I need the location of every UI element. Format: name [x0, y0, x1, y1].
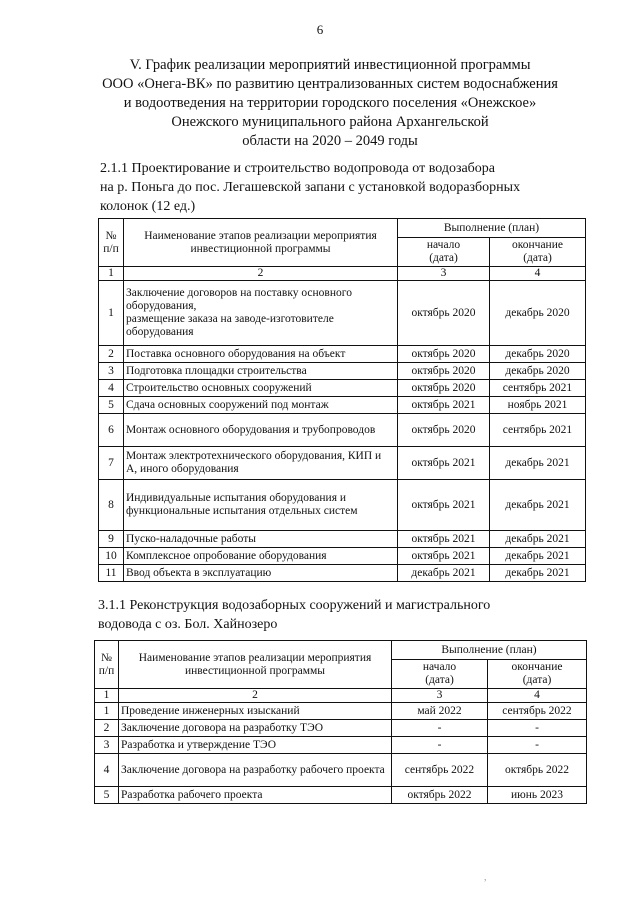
- row-number: 9: [99, 531, 124, 548]
- row-stage-name: Строительство основных сооружений: [124, 380, 398, 397]
- row-start-date: май 2022: [392, 703, 488, 720]
- row-stage-name: Монтаж электротехнического оборудования, КИП и А, иного оборудования: [124, 447, 398, 480]
- row-end-date: октябрь 2022: [488, 754, 587, 787]
- title-line: V. График реализации мероприятий инвестиционной программы: [129, 57, 531, 73]
- column-index: 1: [99, 267, 124, 281]
- title-line: ООО «Онега-ВК» по развитию централизованных систем водоснабжения: [102, 76, 558, 92]
- row-stage-name: Индивидуальные испытания оборудования и функциональные испытания отдельных систем: [124, 480, 398, 531]
- column-index: 3: [392, 689, 488, 703]
- section1-heading: [100, 159, 600, 216]
- row-end-date: сентябрь 2022: [488, 703, 587, 720]
- table-row: [99, 397, 586, 414]
- header-number: [99, 219, 124, 267]
- row-number: 5: [99, 397, 124, 414]
- row-start-date: сентябрь 2022: [392, 754, 488, 787]
- row-start-date: декабрь 2021: [398, 565, 490, 582]
- row-number: 2: [99, 346, 124, 363]
- row-start-date: октябрь 2022: [392, 787, 488, 804]
- row-stage-name: Пуско-наладочные работы: [124, 531, 398, 548]
- row-stage-name: Заключение договоров на поставку основного оборудования, размещение заказа на заводе-изготовителе оборудования: [124, 281, 398, 346]
- column-index: 4: [490, 267, 586, 281]
- column-index: 3: [398, 267, 490, 281]
- row-end-date: декабрь 2021: [490, 447, 586, 480]
- row-end-date: декабрь 2020: [490, 363, 586, 380]
- table-row: [99, 281, 586, 346]
- header-start-line: начало: [422, 661, 457, 673]
- page-number: 6: [316, 22, 324, 37]
- header-start-line: (дата): [425, 674, 454, 686]
- header-end: [488, 660, 587, 689]
- header-start: [392, 660, 488, 689]
- row-number: 1: [95, 703, 119, 720]
- table-row: [95, 720, 587, 737]
- row-stage-name: Заключение договора на разработку рабочего проекта: [119, 754, 392, 787]
- row-end-date: декабрь 2020: [490, 346, 586, 363]
- header-number-line: №: [101, 651, 112, 664]
- row-number: 2: [95, 720, 119, 737]
- table-row: [99, 548, 586, 565]
- table-row: [95, 754, 587, 787]
- section2-heading-line: водовода с оз. Бол. Хайнозеро: [98, 617, 278, 632]
- row-stage-name: Заключение договора на разработку ТЭО: [119, 720, 392, 737]
- header-end-line: (дата): [522, 674, 552, 686]
- table-row: [99, 565, 586, 582]
- column-index: 1: [95, 689, 119, 703]
- header-start-line: начало: [426, 239, 461, 251]
- row-start-date: октябрь 2021: [398, 480, 490, 531]
- row-number: 3: [95, 737, 119, 754]
- header-number-line: п/п: [103, 242, 119, 255]
- row-start-date: октябрь 2021: [398, 397, 490, 414]
- header-number-line: п/п: [98, 664, 115, 677]
- header-end: [490, 238, 586, 267]
- row-end-date: сентябрь 2021: [490, 414, 586, 447]
- row-stage-name: Проведение инженерных изысканий: [119, 703, 392, 720]
- row-number: 3: [99, 363, 124, 380]
- row-end-date: декабрь 2020: [490, 281, 586, 346]
- row-stage-name: Поставка основного оборудования на объект: [124, 346, 398, 363]
- row-start-date: октябрь 2020: [398, 346, 490, 363]
- header-end-line: (дата): [523, 252, 552, 264]
- row-end-date: декабрь 2021: [490, 480, 586, 531]
- section1-heading-line: колонок (12 ед.): [100, 199, 196, 214]
- row-number: 1: [99, 281, 124, 346]
- title-line: области на 2020 – 2049 годы: [242, 133, 418, 149]
- document-title: [60, 56, 600, 151]
- row-number: 5: [95, 787, 119, 804]
- row-stage-name: Комплексное опробование оборудования: [124, 548, 398, 565]
- row-stage-name: Разработка рабочего проекта: [119, 787, 392, 804]
- row-start-date: октябрь 2020: [398, 380, 490, 397]
- header-stage-name: Наименование этапов реализации мероприятия инвестиционной программы: [119, 641, 392, 689]
- row-start-date: октябрь 2021: [398, 548, 490, 565]
- row-stage-name: Сдача основных сооружений под монтаж: [124, 397, 398, 414]
- table-row: [99, 531, 586, 548]
- header-end-line: окончание: [512, 239, 563, 251]
- header-execution: Выполнение (план): [392, 641, 587, 660]
- table-row: [99, 447, 586, 480]
- row-number: 4: [99, 380, 124, 397]
- row-start-date: октябрь 2021: [398, 531, 490, 548]
- row-number: 10: [99, 548, 124, 565]
- header-end-line: окончание: [511, 661, 563, 673]
- table-row: [95, 703, 587, 720]
- schedule-table-2: [94, 640, 587, 804]
- row-end-date: -: [488, 737, 587, 754]
- row-stage-name: Ввод объекта в эксплуатацию: [124, 565, 398, 582]
- header-stage-name: Наименование этапов реализации мероприятия инвестиционной программы: [124, 219, 398, 267]
- row-stage-name: Подготовка площадки строительства: [124, 363, 398, 380]
- section1-heading-line: на р. Поньга до пос. Легашевской запани с установкой водоразборных: [100, 180, 521, 195]
- row-end-date: -: [488, 720, 587, 737]
- row-number: 7: [99, 447, 124, 480]
- title-line: Онежского муниципального района Архангельской: [171, 114, 489, 130]
- row-start-date: октябрь 2021: [398, 447, 490, 480]
- row-start-date: октябрь 2020: [398, 363, 490, 380]
- table-row: [99, 363, 586, 380]
- header-execution: Выполнение (план): [398, 219, 586, 238]
- row-stage-name: Разработка и утверждение ТЭО: [119, 737, 392, 754]
- header-number-line: №: [105, 229, 117, 242]
- schedule-table-1: [98, 218, 586, 582]
- row-start-date: -: [392, 737, 488, 754]
- row-end-date: июнь 2023: [488, 787, 587, 804]
- row-end-date: ноябрь 2021: [490, 397, 586, 414]
- row-number: 4: [95, 754, 119, 787]
- row-stage-name: Монтаж основного оборудования и трубопроводов: [124, 414, 398, 447]
- table-row: [95, 737, 587, 754]
- row-number: 6: [99, 414, 124, 447]
- section1-heading-line: 2.1.1 Проектирование и строительство водопровода от водозабора: [100, 161, 496, 176]
- table-row: [99, 346, 586, 363]
- row-number: 11: [99, 565, 124, 582]
- column-index: 4: [488, 689, 587, 703]
- header-number: [95, 641, 119, 689]
- title-line: и водоотведения на территории городского поселения «Онежское»: [123, 95, 537, 111]
- table-row: [99, 480, 586, 531]
- section2-heading: [98, 596, 598, 634]
- section2-heading-line: 3.1.1 Реконструкция водозаборных сооружений и магистрального: [98, 598, 491, 613]
- row-start-date: -: [392, 720, 488, 737]
- row-end-date: сентябрь 2021: [490, 380, 586, 397]
- column-index: 2: [119, 689, 392, 703]
- column-index: 2: [124, 267, 398, 281]
- header-start-line: (дата): [429, 252, 458, 264]
- table-row: [95, 787, 587, 804]
- table-row: [99, 380, 586, 397]
- row-start-date: октябрь 2020: [398, 281, 490, 346]
- row-end-date: декабрь 2021: [490, 565, 586, 582]
- scan-speck: ,: [484, 872, 487, 883]
- row-end-date: декабрь 2021: [490, 548, 586, 565]
- row-end-date: декабрь 2021: [490, 531, 586, 548]
- table-row: [99, 414, 586, 447]
- row-number: 8: [99, 480, 124, 531]
- row-start-date: октябрь 2020: [398, 414, 490, 447]
- header-start: [398, 238, 490, 267]
